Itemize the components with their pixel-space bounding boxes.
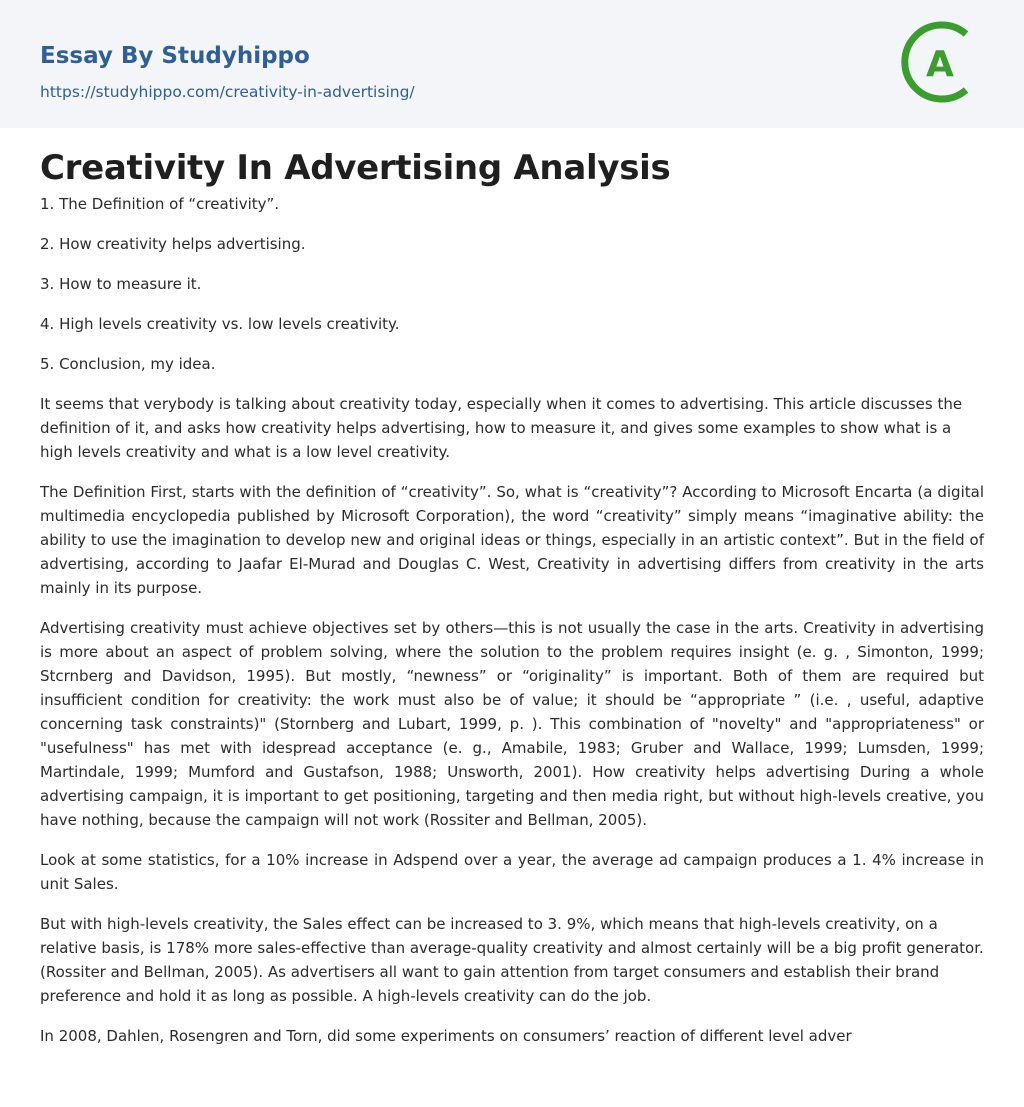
studyhippo-logo-icon[interactable]	[900, 20, 984, 104]
body-paragraph: But with high-levels creativity, the Sales effect can be increased to 3. 9%, which means that high-levels creativity, on a relative basis, is 178% more sales-effective than average-quality creativity and almost certainly will be a big profit generator. (Rossiter and Bellman, 2005). As advertisers all want to gain attention from target consumers and establish their brand preference and hold it as long as possible. A high-levels creativity can do the job.	[40, 915, 984, 1005]
article-body	[0, 148, 1024, 1048]
body-paragraph: It seems that verybody is talking about creativity today, especially when it comes to advertising. This article discusses the definition of it, and asks how creativity helps advertising, how to measure it, and gives some examples to show what is a high levels creativity and what is a low level creativity.	[40, 395, 963, 461]
body-paragraph: The Definition First, starts with the definition of “creativity”. So, what is “creativity”? According to Microsoft Encarta (a digital multimedia encyclopedia published by Microsoft Corporation), the word “creativity” simply means “imaginative ability: the ability to use the imagination to develop new and original ideas or things, especially in an artistic context”. But in the field of advertising, according to Jaafar El-Murad and Douglas C. West, Creativity in advertising differs from creativity in the arts mainly in its purpose.	[40, 483, 984, 597]
essay-outline	[40, 192, 984, 376]
body-paragraph: Advertising creativity must achieve objectives set by others—this is not usually the case in the arts. Creativity in advertising is more about an aspect of problem solving, where the solution to the problem requires insight (e. g. , Simonton, 1999; Stcrnberg and Davidson, 1995). But mostly, “newness” or “originality” is important. Both of them are required but insufficient condition for creativity: the work must also be of value; it should be “appropriate ” (i.e. , useful, adaptive concerning task constraints)" (Stornberg and Lubart, 1999, p. ). This combination of "novelty" and "appropriateness" or "usefulness" has met with idespread acceptance (e. g., Amabile, 1983; Gruber and Wallace, 1999; Lumsden, 1999; Martindale, 1999; Mumford and Gustafson, 1988; Unsworth, 2001). How creativity helps advertising During a whole advertising campaign, it is important to get positioning, targeting and then media right, but without high-levels creative, you have nothing, because the campaign will not work (Rossiter and Bellman, 2005).	[40, 619, 984, 829]
outline-item: 5. Conclusion, my idea.	[40, 355, 216, 373]
outline-item: 2. How creativity helps advertising.	[40, 235, 306, 253]
logo-letter: A	[926, 44, 954, 85]
body-paragraph: In 2008, Dahlen, Rosengren and Torn, did some experiments on consumers’ reaction of different level adver	[40, 1027, 852, 1045]
outline-item: 1. The Definition of “creativity”.	[40, 195, 280, 213]
site-header	[0, 0, 1024, 128]
source-url-link[interactable]: https://studyhippo.com/creativity-in-advertising/	[40, 83, 415, 101]
body-paragraph: Look at some statistics, for a 10% increase in Adspend over a year, the average ad campaign produces a 1. 4% increase in unit Sales.	[40, 851, 984, 893]
article-title: Creativity In Advertising Analysis	[40, 148, 671, 188]
brand-title: Essay By Studyhippo	[40, 43, 310, 69]
outline-item: 4. High levels creativity vs. low levels creativity.	[40, 315, 400, 333]
outline-item: 3. How to measure it.	[40, 275, 202, 293]
